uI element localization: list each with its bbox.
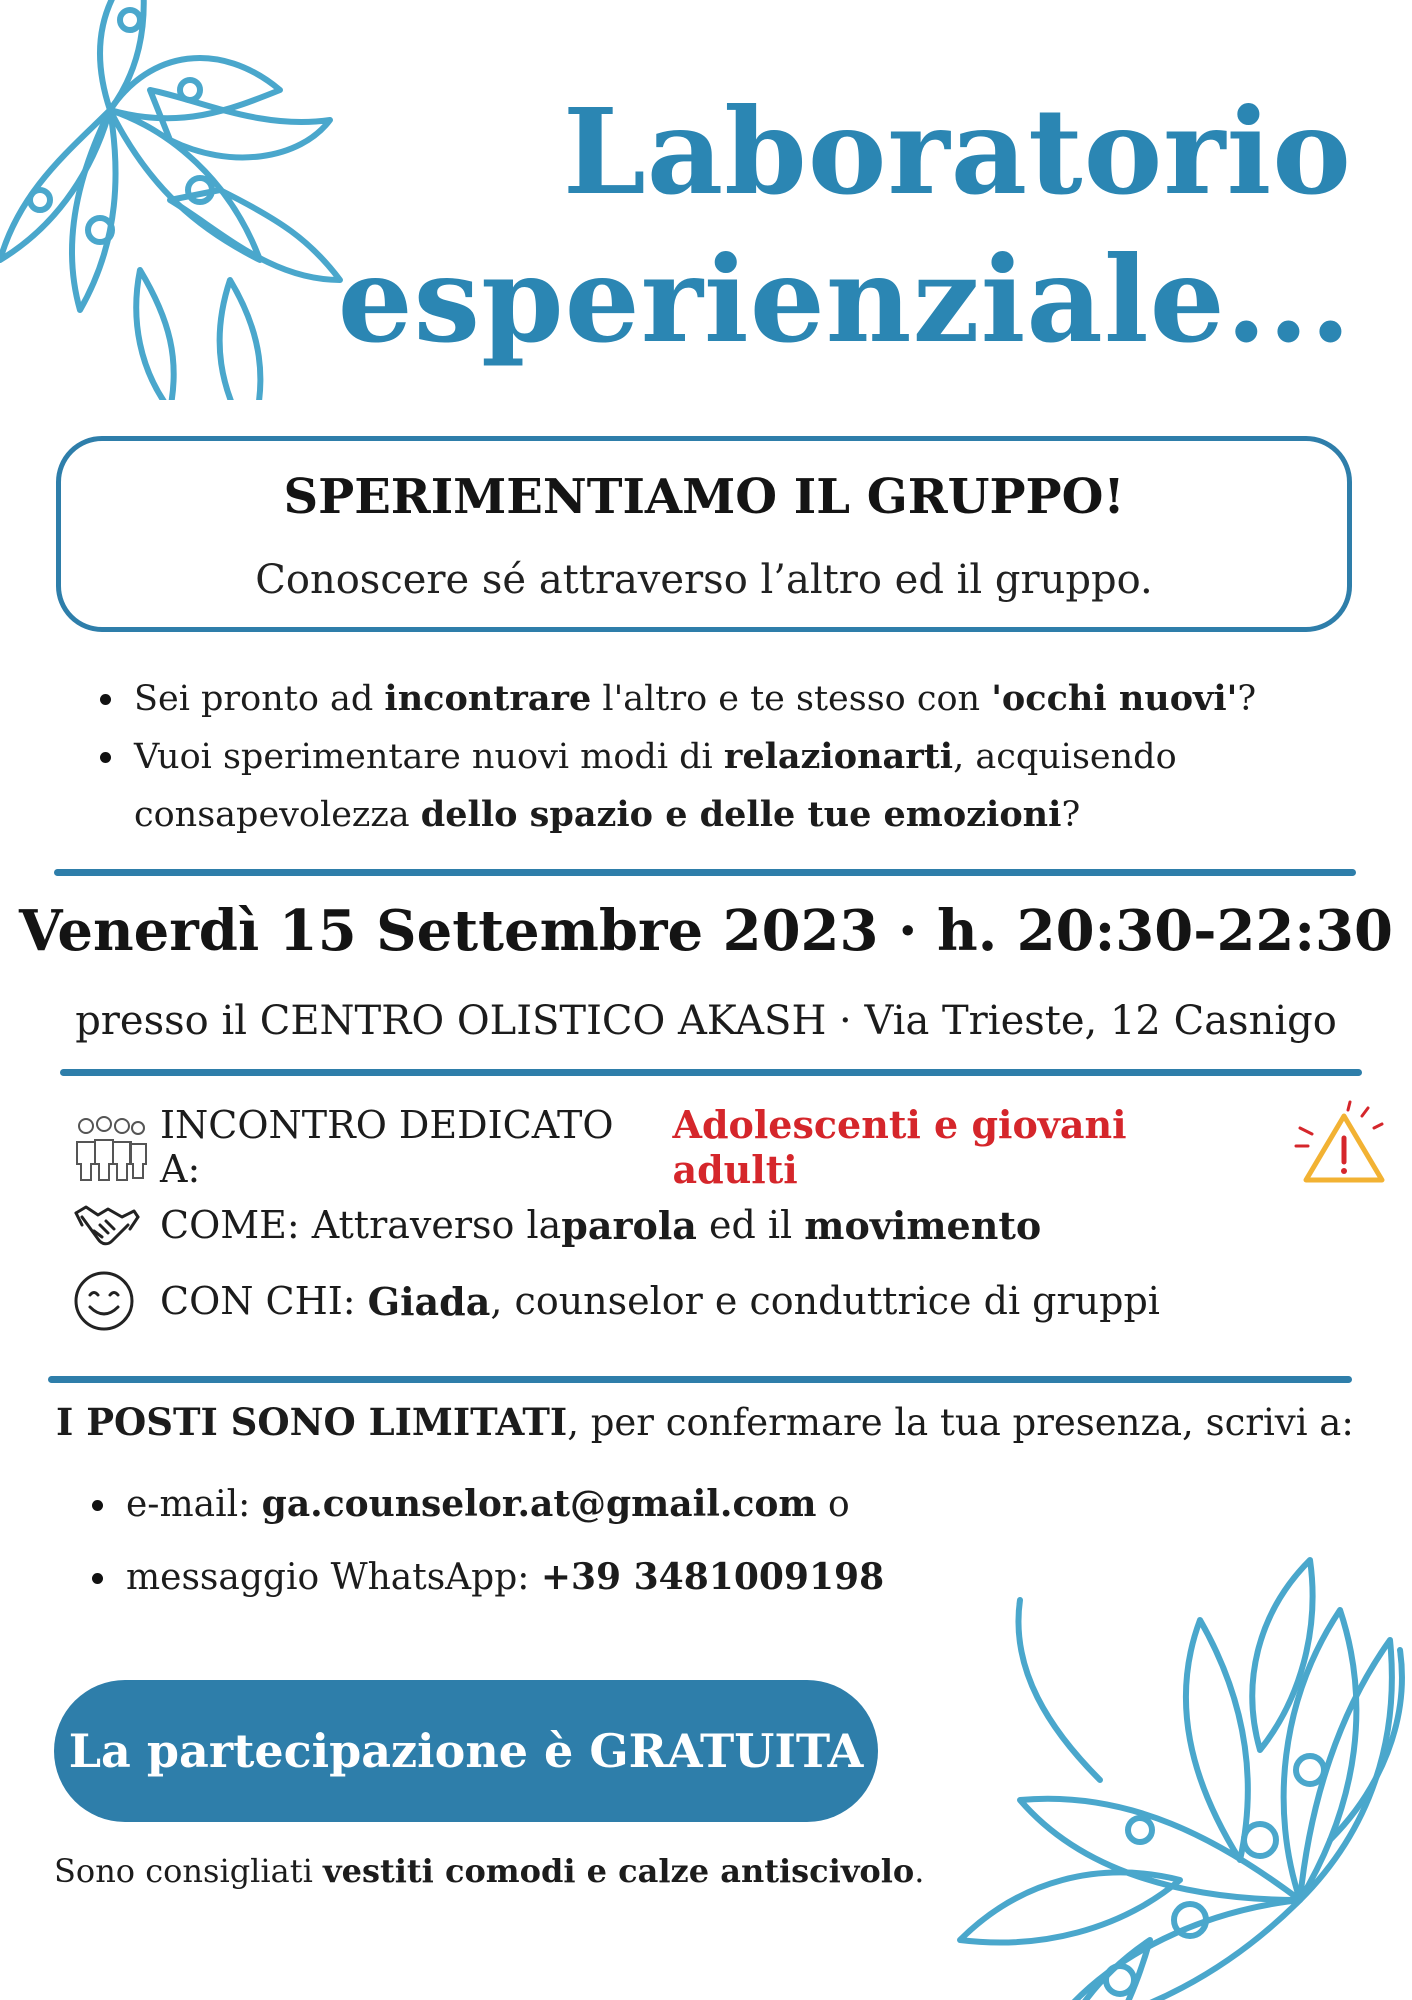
headline-title: SPERIMENTIAMO IL GRUPPO! xyxy=(283,469,1125,525)
event-date: Venerdì 15 Settembre 2023 · h. 20:30-22:30 xyxy=(19,898,1393,964)
booking-intro: I POSTI SONO LIMITATI, per confermare la tua presenza, scrivi a: xyxy=(56,1400,1354,1444)
target-label: INCONTRO DEDICATO A: xyxy=(160,1103,614,1191)
mandala-icon xyxy=(880,1450,1412,2000)
handshake-icon xyxy=(72,1190,160,1260)
contact-list xyxy=(92,1468,884,1614)
clothing-note: Sono consigliati vestiti comodi e calze antiscivolo. xyxy=(54,1852,925,1890)
headline-box xyxy=(56,436,1352,632)
poster-title xyxy=(338,78,1352,374)
title-line-1: Laboratorio xyxy=(562,82,1352,221)
info-how: COME: Attraverso la parola ed il movimento xyxy=(72,1190,1392,1260)
list-item: Sei pronto ad incontrare l'altro e te stesso con 'occhi nuovi'? xyxy=(100,670,1330,728)
question-list xyxy=(100,670,1330,844)
how-label: COME: Attraverso la xyxy=(160,1203,562,1247)
email-link[interactable]: ga.counselor.at@gmail.com xyxy=(261,1483,817,1525)
whatsapp-number[interactable]: +39 3481009198 xyxy=(540,1556,885,1598)
warning-icon xyxy=(1292,1098,1392,1197)
divider xyxy=(60,1069,1362,1076)
divider xyxy=(48,1376,1352,1383)
divider xyxy=(54,869,1356,876)
list-item: messaggio WhatsApp: +39 3481009198 xyxy=(92,1541,884,1614)
target-value: Adolescenti e giovani adulti xyxy=(672,1102,1127,1192)
headline-subtitle: Conoscere sé attraverso l’altro ed il gruppo. xyxy=(255,557,1153,603)
info-target xyxy=(72,1102,1392,1192)
who-label: CON CHI: xyxy=(160,1279,368,1323)
info-who: CON CHI: Giada , counselor e conduttrice di gruppi xyxy=(72,1266,1392,1336)
group-people-icon xyxy=(72,1112,160,1182)
list-item: Vuoi sperimentare nuovi modi di relazionarti, acquisendo consapevolezza dello spazio e delle tue emozioni? xyxy=(100,728,1330,844)
title-line-2: esperienziale... xyxy=(337,230,1352,369)
smiley-icon xyxy=(72,1266,160,1336)
free-participation-banner: La partecipazione è GRATUITA xyxy=(54,1680,878,1822)
list-item: e-mail: ga.counselor.at@gmail.com o xyxy=(92,1468,884,1541)
event-venue: presso il CENTRO OLISTICO AKASH · Via Trieste, 12 Casnigo xyxy=(75,998,1337,1044)
